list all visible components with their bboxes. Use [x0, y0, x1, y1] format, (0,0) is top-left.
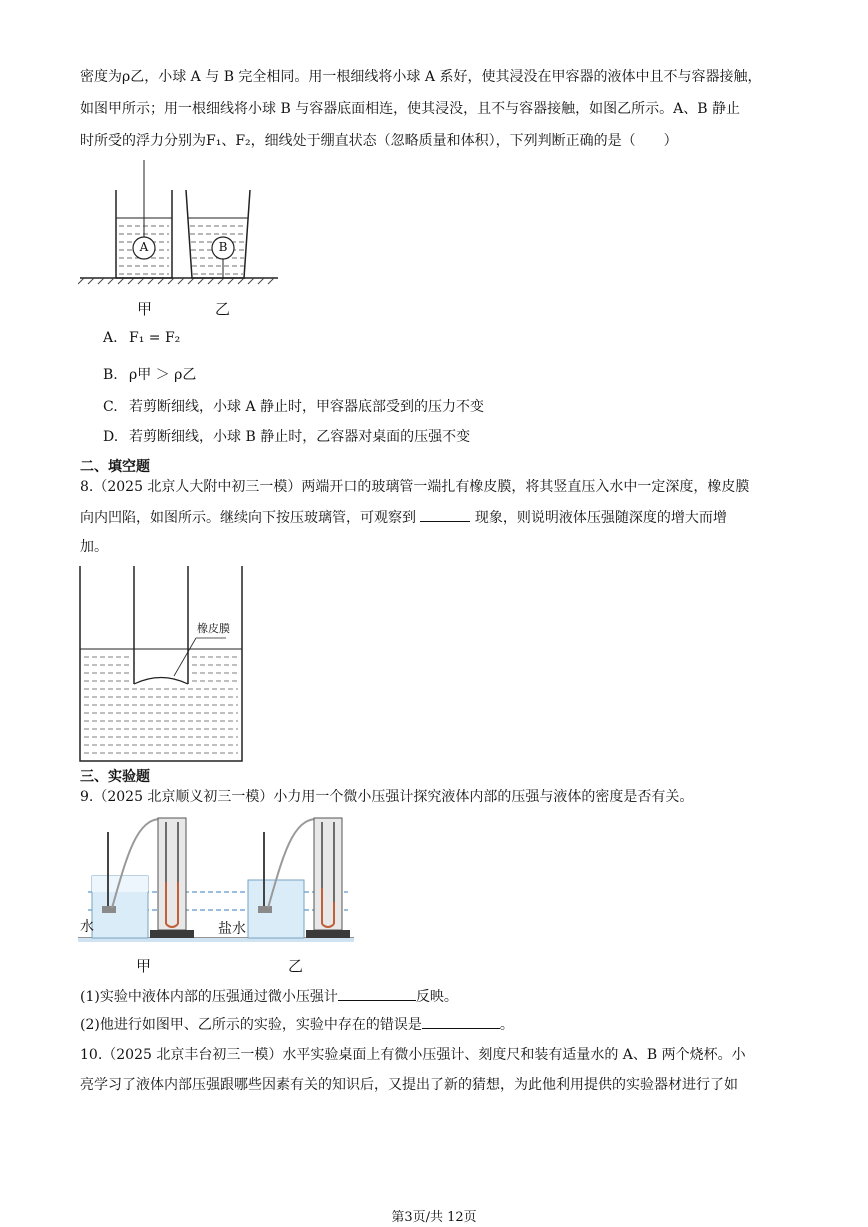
q9-line-1: 9.（2025 北京顺义初三一模）小力用一个微小压强计探究液体内部的压强与液体的密度是否有关。	[80, 789, 694, 805]
q8-figure	[78, 566, 246, 764]
q9-sub-1-after: 反映。	[415, 989, 458, 1005]
q8-answer-blank[interactable]	[420, 506, 470, 522]
option-text: F₁ = F₂	[129, 330, 181, 346]
figure-label-yi: 乙	[288, 957, 304, 975]
section-heading-fill-blank: 二、填空题	[80, 459, 150, 475]
option-text: 若剪断细线，小球 A 静止时，甲容器底部受到的压力不变	[129, 399, 485, 415]
q9-answer-blank-1[interactable]	[338, 985, 416, 1001]
q7-option-a	[103, 330, 180, 346]
q9-answer-blank-2[interactable]	[422, 1013, 500, 1029]
figure-label-jia: 甲	[136, 957, 152, 975]
q9-sub-2-before: (2)他进行如图甲、乙所示的实验，实验中存在的错误是	[80, 1017, 422, 1033]
ball-b-label: B	[218, 240, 228, 254]
option-letter: B.	[103, 367, 118, 383]
q7-option-c	[103, 396, 484, 416]
option-letter: C.	[103, 399, 118, 415]
q10-line-1: 10.（2025 北京丰台初三一模）水平实验桌面上有微小压强计、刻度尺和装有适量水的 A、B 两个烧杯。小	[80, 1047, 746, 1063]
q8-line-2	[80, 506, 727, 529]
q9-sub-1	[80, 985, 458, 1008]
option-text: ρ甲 ＞ ρ乙	[129, 367, 197, 383]
q7-line-1: 密度为ρ乙，小球 A 与 B 完全相同。用一根细线将小球 A 系好，使其浸没在甲容器的液体中且不与容器接触，	[80, 69, 762, 85]
figure-label-jia: 甲	[137, 300, 153, 318]
figure-label-yi: 乙	[215, 300, 231, 318]
q7-option-d	[103, 426, 470, 446]
q9-sub-2-after: 。	[499, 1017, 514, 1033]
section-heading-experiment: 三、实验题	[80, 769, 150, 785]
rubber-membrane-label: 橡皮膜	[197, 622, 230, 635]
q9-figure	[78, 812, 358, 962]
q7-figure	[78, 160, 283, 320]
q8-line-2-before: 向内凹陷，如图所示。继续向下按压玻璃管，可观察到	[80, 510, 416, 526]
salt-water-label: 盐水	[218, 921, 246, 937]
water-label: 水	[80, 919, 94, 935]
q7-line-3: 时所受的浮力分别为F₁、F₂，细线处于绷直状态（忽略质量和体积），下列判断正确的是（ ）	[80, 133, 678, 149]
page-footer: 第3页/共 12页	[391, 1210, 477, 1225]
ball-a-label: A	[139, 240, 149, 254]
q7-option-b	[103, 364, 196, 384]
q7-line-2: 如图甲所示；用一根细线将小球 B 与容器底面相连，使其浸没，且不与容器接触，如图乙所示。A、B 静止	[80, 101, 741, 117]
q8-line-2-after: 现象，则说明液体压强随深度的增大而增	[474, 510, 727, 526]
q9-sub-2	[80, 1013, 514, 1036]
q8-line-1: 8.（2025 北京人大附中初三一模）两端开口的玻璃管一端扎有橡皮膜，将其竖直压入水中一定深度，橡皮膜	[80, 479, 750, 495]
option-letter: D.	[103, 429, 119, 445]
option-letter: A.	[103, 330, 118, 346]
q10-line-2: 亮学习了液体内部压强跟哪些因素有关的知识后，又提出了新的猜想，为此他利用提供的实验器材进行了如	[80, 1077, 738, 1093]
option-text: 若剪断细线，小球 B 静止时，乙容器对桌面的压强不变	[129, 429, 471, 445]
q9-sub-1-before: (1)实验中液体内部的压强通过微小压强计	[80, 989, 338, 1005]
q8-line-3: 加。	[80, 539, 108, 555]
